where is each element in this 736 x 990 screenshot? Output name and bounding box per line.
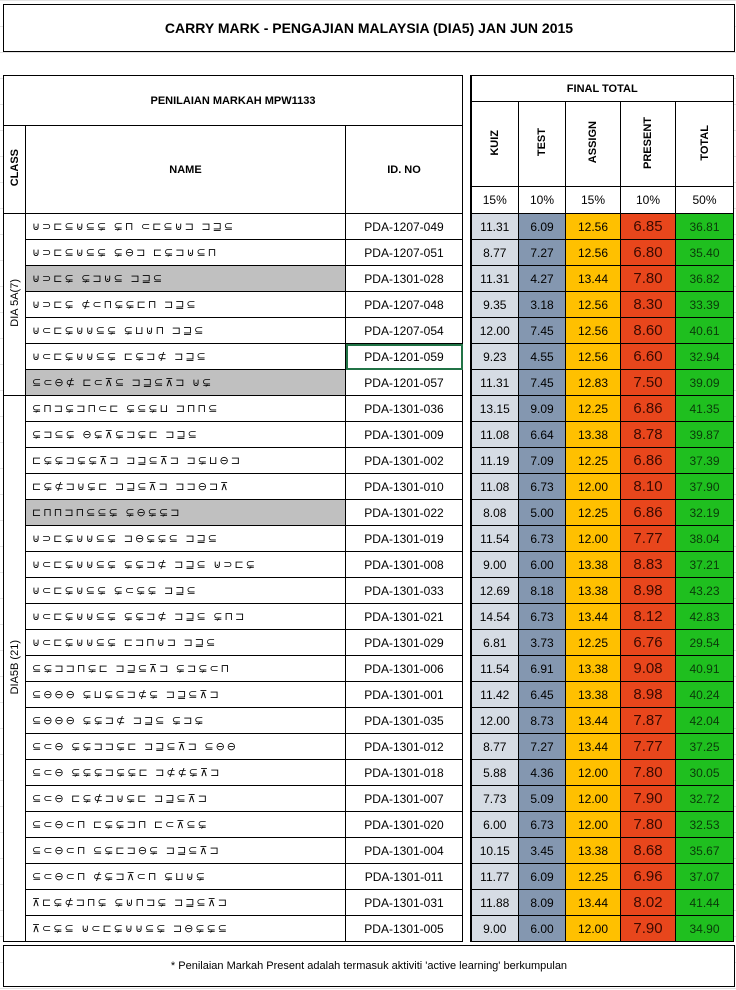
spacer-cell — [463, 890, 471, 916]
test-cell[interactable]: 6.09 — [519, 864, 566, 890]
assign-cell[interactable]: 12.56 — [566, 344, 621, 370]
kuiz-cell[interactable]: 11.08 — [471, 474, 519, 500]
table-row — [4, 292, 734, 318]
name-cell[interactable]: ⊍⊂⊏⊊⊍⊍⊆⊊ ⊏⊊⊐⊄ ⊐⊒⊆ — [26, 344, 346, 370]
final-total-header: FINAL TOTAL — [471, 76, 734, 102]
table-row — [4, 708, 734, 734]
name-cell[interactable]: ⊆⊂⊖ ⊏⊊⊄⊐⊍⊊⊏ ⊐⊒⊆⊼⊐ — [26, 786, 346, 812]
total-cell[interactable]: 32.53 — [676, 812, 734, 838]
test-cell[interactable]: 6.73 — [519, 526, 566, 552]
spacer-cell — [463, 682, 471, 708]
table-row — [4, 760, 734, 786]
present-cell[interactable]: 6.96 — [621, 864, 676, 890]
table-row — [4, 474, 734, 500]
total-cell[interactable]: 37.90 — [676, 474, 734, 500]
spacer-cell — [463, 786, 471, 812]
table-row — [4, 838, 734, 864]
kuiz-header — [471, 102, 519, 187]
test-cell[interactable]: 6.73 — [519, 604, 566, 630]
test-cell[interactable]: 7.09 — [519, 448, 566, 474]
table-row — [4, 344, 734, 370]
kuiz-weight: 15% — [471, 187, 519, 214]
present-cell[interactable]: 6.85 — [621, 214, 676, 240]
present-cell[interactable]: 8.30 — [621, 292, 676, 318]
assign-cell[interactable]: 13.44 — [566, 266, 621, 292]
kuiz-cell[interactable]: 11.31 — [471, 214, 519, 240]
id-cell[interactable]: PDA-1301-036 — [346, 396, 463, 422]
name-cell[interactable]: ⊍⊂⊏⊊⊍⊍⊆⊊ ⊊⊊⊐⊄ ⊐⊒⊆ ⊍⊃⊏⊊ — [26, 552, 346, 578]
total-cell[interactable]: 40.61 — [676, 318, 734, 344]
total-cell[interactable]: 29.54 — [676, 630, 734, 656]
present-cell[interactable]: 8.78 — [621, 422, 676, 448]
assign-label: ASSIGN — [587, 121, 599, 164]
assign-cell[interactable]: 12.00 — [566, 812, 621, 838]
id-cell[interactable]: PDA-1301-022 — [346, 500, 463, 526]
assessment-header: PENILAIAN MARKAH MPW1133 — [4, 76, 463, 126]
name-cell[interactable]: ⊼⊏⊊⊄⊐⊓⊊ ⊊⊍⊓⊐⊊ ⊐⊒⊆⊼⊐ — [26, 890, 346, 916]
spacer-cell — [463, 656, 471, 682]
assign-cell[interactable]: 12.56 — [566, 240, 621, 266]
assign-cell[interactable]: 13.44 — [566, 734, 621, 760]
test-cell[interactable]: 6.73 — [519, 812, 566, 838]
table-row — [4, 786, 734, 812]
id-cell[interactable]: PDA-1301-012 — [346, 734, 463, 760]
table-row — [4, 396, 734, 422]
table-row — [4, 890, 734, 916]
class-header — [4, 126, 26, 214]
total-cell[interactable]: 34.90 — [676, 916, 734, 942]
assign-cell[interactable]: 13.44 — [566, 604, 621, 630]
kuiz-cell[interactable]: 11.31 — [471, 370, 519, 396]
table-row — [4, 604, 734, 630]
spacer-cell — [463, 500, 471, 526]
name-cell[interactable]: ⊆⊂⊖⊂⊓ ⊄⊊⊐⊼⊂⊓ ⊊⊔⊍⊊ — [26, 864, 346, 890]
test-cell[interactable]: 7.45 — [519, 370, 566, 396]
assign-cell[interactable]: 12.00 — [566, 786, 621, 812]
total-cell[interactable]: 43.23 — [676, 578, 734, 604]
present-cell[interactable]: 7.80 — [621, 266, 676, 292]
spacer-cell — [463, 396, 471, 422]
name-cell[interactable]: ⊆⊖⊖⊖ ⊊⊔⊊⊆⊐⊄⊊ ⊐⊒⊆⊼⊐ — [26, 682, 346, 708]
id-header: ID. NO — [346, 126, 463, 214]
table-row — [4, 656, 734, 682]
assign-cell[interactable]: 12.25 — [566, 864, 621, 890]
total-cell[interactable]: 41.35 — [676, 396, 734, 422]
table-row — [4, 240, 734, 266]
assign-cell[interactable]: 12.56 — [566, 318, 621, 344]
spacer-cell — [463, 422, 471, 448]
name-cell[interactable]: ⊍⊂⊏⊊⊍⊆⊊ ⊊⊂⊊⊊ ⊐⊒⊆ — [26, 578, 346, 604]
assign-cell[interactable]: 12.56 — [566, 292, 621, 318]
total-cell[interactable]: 30.05 — [676, 760, 734, 786]
kuiz-cell[interactable]: 9.00 — [471, 916, 519, 942]
total-cell[interactable]: 35.40 — [676, 240, 734, 266]
id-cell[interactable]: PDA-1201-059 — [346, 344, 463, 370]
kuiz-cell[interactable]: 11.31 — [471, 266, 519, 292]
id-cell[interactable]: PDA-1301-006 — [346, 656, 463, 682]
id-cell[interactable]: PDA-1301-008 — [346, 552, 463, 578]
test-cell[interactable]: 6.00 — [519, 916, 566, 942]
present-cell[interactable]: 7.90 — [621, 916, 676, 942]
total-weight: 50% — [676, 187, 734, 214]
name-cell[interactable]: ⊼⊂⊊⊆ ⊍⊂⊏⊊⊍⊍⊆⊊ ⊐⊖⊊⊊⊆ — [26, 916, 346, 942]
kuiz-cell[interactable]: 12.00 — [471, 708, 519, 734]
name-cell[interactable]: ⊆⊂⊖⊂⊓ ⊆⊊⊏⊐⊖⊊ ⊐⊒⊆⊼⊐ — [26, 838, 346, 864]
spacer-cell — [463, 292, 471, 318]
test-cell[interactable]: 5.00 — [519, 500, 566, 526]
spacer-cell — [463, 240, 471, 266]
table-row — [4, 682, 734, 708]
assign-cell[interactable]: 12.25 — [566, 396, 621, 422]
total-cell[interactable]: 40.91 — [676, 656, 734, 682]
kuiz-cell[interactable]: 6.81 — [471, 630, 519, 656]
class-group-cell[interactable] — [4, 214, 26, 396]
present-cell[interactable]: 7.77 — [621, 526, 676, 552]
name-cell[interactable]: ⊏⊊⊄⊐⊍⊊⊏ ⊐⊒⊆⊼⊐ ⊐⊐⊖⊐⊼ — [26, 474, 346, 500]
assign-cell[interactable]: 13.38 — [566, 656, 621, 682]
present-cell[interactable]: 6.86 — [621, 448, 676, 474]
kuiz-cell[interactable]: 8.77 — [471, 734, 519, 760]
table-row — [4, 214, 734, 240]
assign-cell[interactable]: 13.38 — [566, 552, 621, 578]
table-row — [4, 916, 734, 942]
class-label: CLASS — [8, 149, 21, 187]
spacer-cell — [463, 318, 471, 344]
total-cell[interactable]: 38.04 — [676, 526, 734, 552]
assign-cell[interactable]: 13.38 — [566, 578, 621, 604]
kuiz-cell[interactable]: 11.08 — [471, 422, 519, 448]
test-cell[interactable]: 8.73 — [519, 708, 566, 734]
assign-cell[interactable]: 12.25 — [566, 448, 621, 474]
kuiz-cell[interactable]: 7.73 — [471, 786, 519, 812]
assign-cell[interactable]: 13.38 — [566, 838, 621, 864]
id-cell[interactable]: PDA-1301-021 — [346, 604, 463, 630]
id-cell[interactable]: PDA-1207-054 — [346, 318, 463, 344]
total-cell[interactable]: 32.94 — [676, 344, 734, 370]
name-header: NAME — [26, 126, 346, 214]
table-row — [4, 578, 734, 604]
name-cell[interactable]: ⊆⊂⊖ ⊊⊊⊊⊐⊊⊊⊏ ⊐⊄⊄⊊⊼⊐ — [26, 760, 346, 786]
id-cell[interactable]: PDA-1301-020 — [346, 812, 463, 838]
test-cell[interactable]: 7.45 — [519, 318, 566, 344]
present-cell[interactable]: 6.86 — [621, 396, 676, 422]
spacer-cell — [463, 916, 471, 942]
table-row — [4, 812, 734, 838]
spacer-cell — [463, 344, 471, 370]
total-cell[interactable]: 42.83 — [676, 604, 734, 630]
test-cell[interactable]: 6.91 — [519, 656, 566, 682]
carry-mark-table — [3, 75, 734, 942]
table-row — [4, 500, 734, 526]
assign-cell[interactable]: 12.00 — [566, 760, 621, 786]
assign-header — [566, 102, 621, 187]
test-cell[interactable]: 6.73 — [519, 474, 566, 500]
spacer-cell — [463, 604, 471, 630]
test-cell[interactable]: 6.00 — [519, 552, 566, 578]
spacer-cell — [463, 760, 471, 786]
spacer-cell — [463, 708, 471, 734]
kuiz-cell[interactable]: 11.42 — [471, 682, 519, 708]
id-cell[interactable]: PDA-1301-011 — [346, 864, 463, 890]
test-cell[interactable]: 4.27 — [519, 266, 566, 292]
name-cell[interactable]: ⊆⊊⊐⊐⊓⊊⊏ ⊐⊒⊆⊼⊐ ⊊⊐⊊⊂⊓ — [26, 656, 346, 682]
spacer-cell — [463, 552, 471, 578]
total-cell[interactable]: 33.39 — [676, 292, 734, 318]
present-cell[interactable]: 7.80 — [621, 812, 676, 838]
spacer-cell — [463, 370, 471, 396]
spacer-cell — [463, 838, 471, 864]
kuiz-cell[interactable]: 11.77 — [471, 864, 519, 890]
total-cell[interactable]: 32.72 — [676, 786, 734, 812]
table-row — [4, 864, 734, 890]
assign-cell[interactable]: 12.00 — [566, 474, 621, 500]
present-header — [621, 102, 676, 187]
assign-cell[interactable]: 12.25 — [566, 500, 621, 526]
spacer-cell — [463, 812, 471, 838]
id-cell[interactable]: PDA-1207-048 — [346, 292, 463, 318]
name-cell[interactable]: ⊍⊂⊏⊊⊍⊍⊆⊊ ⊊⊊⊐⊄ ⊐⊒⊆ ⊊⊓⊐ — [26, 604, 346, 630]
total-cell[interactable]: 39.09 — [676, 370, 734, 396]
name-cell[interactable]: ⊆⊂⊖⊄ ⊏⊂⊼⊆ ⊐⊒⊆⊼⊐ ⊍⊊ — [26, 370, 346, 396]
name-cell[interactable]: ⊍⊂⊏⊊⊍⊍⊆⊊ ⊏⊐⊓⊍⊐ ⊐⊒⊆ — [26, 630, 346, 656]
kuiz-label: KUIZ — [488, 129, 501, 156]
assign-cell[interactable]: 13.44 — [566, 890, 621, 916]
present-cell[interactable]: 6.80 — [621, 240, 676, 266]
spacer-cell — [463, 630, 471, 656]
spacer-cell — [463, 448, 471, 474]
total-cell[interactable]: 32.19 — [676, 500, 734, 526]
id-cell[interactable]: PDA-1301-010 — [346, 474, 463, 500]
present-cell[interactable]: 8.83 — [621, 552, 676, 578]
present-cell[interactable]: 8.68 — [621, 838, 676, 864]
assign-cell[interactable]: 13.44 — [566, 708, 621, 734]
id-cell[interactable]: PDA-1301-028 — [346, 266, 463, 292]
kuiz-cell[interactable]: 12.00 — [471, 318, 519, 344]
table-row — [4, 526, 734, 552]
id-cell[interactable]: PDA-1301-035 — [346, 708, 463, 734]
assign-cell[interactable]: 12.56 — [566, 214, 621, 240]
present-cell[interactable]: 9.08 — [621, 656, 676, 682]
id-cell[interactable]: PDA-1301-005 — [346, 916, 463, 942]
total-cell[interactable]: 37.25 — [676, 734, 734, 760]
name-cell[interactable]: ⊆⊖⊖⊖ ⊊⊊⊐⊄ ⊐⊒⊆ ⊊⊐⊊ — [26, 708, 346, 734]
spacer-cell — [463, 474, 471, 500]
present-cell[interactable]: 7.87 — [621, 708, 676, 734]
table-row — [4, 448, 734, 474]
id-cell[interactable]: PDA-1301-004 — [346, 838, 463, 864]
spacer-cell — [463, 266, 471, 292]
test-cell[interactable]: 4.55 — [519, 344, 566, 370]
name-cell[interactable]: ⊍⊃⊏⊊⊍⊍⊆⊊ ⊐⊖⊊⊊⊆ ⊐⊒⊆ — [26, 526, 346, 552]
present-cell[interactable]: 7.90 — [621, 786, 676, 812]
test-cell[interactable]: 5.09 — [519, 786, 566, 812]
id-cell[interactable]: PDA-1301-019 — [346, 526, 463, 552]
present-cell[interactable]: 6.76 — [621, 630, 676, 656]
test-cell[interactable]: 6.09 — [519, 214, 566, 240]
class-group-cell[interactable] — [4, 396, 26, 942]
total-header — [676, 102, 734, 187]
test-cell[interactable]: 3.18 — [519, 292, 566, 318]
sheet-title[interactable]: CARRY MARK - PENGAJIAN MALAYSIA (DIA5) JAN JUN 2015 — [3, 4, 735, 52]
total-cell[interactable]: 37.39 — [676, 448, 734, 474]
name-cell[interactable]: ⊆⊂⊖⊂⊓ ⊏⊊⊊⊐⊓ ⊏⊂⊼⊆⊊ — [26, 812, 346, 838]
id-cell[interactable]: PDA-1301-029 — [346, 630, 463, 656]
spacer-cell — [463, 864, 471, 890]
present-cell[interactable]: 6.86 — [621, 500, 676, 526]
kuiz-cell[interactable]: 14.54 — [471, 604, 519, 630]
total-cell[interactable]: 35.67 — [676, 838, 734, 864]
present-label: PRESENT — [642, 116, 654, 169]
id-cell[interactable]: PDA-1301-018 — [346, 760, 463, 786]
test-cell[interactable]: 9.09 — [519, 396, 566, 422]
kuiz-cell[interactable]: 8.08 — [471, 500, 519, 526]
name-cell[interactable]: ⊏⊊⊊⊐⊊⊊⊼⊐ ⊐⊒⊆⊼⊐ ⊐⊊⊔⊖⊐ — [26, 448, 346, 474]
assign-cell[interactable]: 12.83 — [566, 370, 621, 396]
footnote: * Penilaian Markah Present adalah termasuk aktiviti 'active learning' berkumpulan — [3, 945, 735, 987]
kuiz-cell[interactable]: 5.88 — [471, 760, 519, 786]
assign-cell[interactable]: 12.00 — [566, 916, 621, 942]
assign-weight: 15% — [566, 187, 621, 214]
spacer-cell — [463, 526, 471, 552]
test-cell[interactable]: 3.73 — [519, 630, 566, 656]
total-cell[interactable]: 37.21 — [676, 552, 734, 578]
id-cell[interactable]: PDA-1207-049 — [346, 214, 463, 240]
table-row — [4, 630, 734, 656]
name-cell[interactable]: ⊏⊓⊓⊐⊓⊆⊆⊊ ⊊⊖⊊⊊⊐ — [26, 500, 346, 526]
assign-cell[interactable]: 12.25 — [566, 630, 621, 656]
kuiz-cell[interactable]: 6.00 — [471, 812, 519, 838]
spacer-cell — [463, 734, 471, 760]
present-cell[interactable]: 7.80 — [621, 760, 676, 786]
kuiz-cell[interactable]: 12.69 — [471, 578, 519, 604]
table-row — [4, 552, 734, 578]
test-weight: 10% — [519, 187, 566, 214]
total-cell[interactable]: 41.44 — [676, 890, 734, 916]
table-row — [4, 422, 734, 448]
name-cell[interactable]: ⊍⊂⊏⊊⊍⊍⊆⊊ ⊊⊔⊍⊓ ⊐⊒⊆ — [26, 318, 346, 344]
test-cell[interactable]: 4.36 — [519, 760, 566, 786]
total-cell[interactable]: 36.82 — [676, 266, 734, 292]
id-cell[interactable]: PDA-1207-051 — [346, 240, 463, 266]
test-cell[interactable]: 3.45 — [519, 838, 566, 864]
kuiz-cell[interactable]: 13.15 — [471, 396, 519, 422]
name-cell[interactable]: ⊊⊐⊆⊊ ⊖⊊⊼⊊⊐⊊⊏ ⊐⊒⊆ — [26, 422, 346, 448]
total-cell[interactable]: 36.81 — [676, 214, 734, 240]
id-cell[interactable]: PDA-1301-033 — [346, 578, 463, 604]
assign-cell[interactable]: 12.00 — [566, 526, 621, 552]
test-header — [519, 102, 566, 187]
id-cell[interactable]: PDA-1301-031 — [346, 890, 463, 916]
id-cell[interactable]: PDA-1301-009 — [346, 422, 463, 448]
spacer-cell — [463, 214, 471, 240]
name-cell[interactable]: ⊍⊃⊏⊊ ⊊⊐⊍⊆ ⊐⊒⊆ — [26, 266, 346, 292]
spacer-column — [463, 76, 471, 214]
present-cell[interactable]: 6.60 — [621, 344, 676, 370]
test-cell[interactable]: 6.45 — [519, 682, 566, 708]
total-label: TOTAL — [698, 124, 711, 161]
class-group-label: DIA 5A(7) — [8, 279, 21, 327]
id-cell[interactable]: PDA-1301-001 — [346, 682, 463, 708]
table-row — [4, 370, 734, 396]
total-cell[interactable]: 37.07 — [676, 864, 734, 890]
spacer-cell — [463, 578, 471, 604]
present-cell[interactable]: 7.77 — [621, 734, 676, 760]
name-cell[interactable]: ⊍⊃⊏⊊ ⊄⊂⊓⊊⊊⊏⊓ ⊐⊒⊆ — [26, 292, 346, 318]
name-cell[interactable]: ⊍⊃⊏⊆⊍⊆⊊ ⊊⊖⊐ ⊏⊊⊐⊍⊆⊓ — [26, 240, 346, 266]
assign-cell[interactable]: 13.38 — [566, 422, 621, 448]
kuiz-cell[interactable]: 11.54 — [471, 526, 519, 552]
kuiz-cell[interactable]: 11.54 — [471, 656, 519, 682]
kuiz-cell[interactable]: 9.23 — [471, 344, 519, 370]
id-cell[interactable]: PDA-1301-002 — [346, 448, 463, 474]
kuiz-cell[interactable]: 10.15 — [471, 838, 519, 864]
present-cell[interactable]: 8.10 — [621, 474, 676, 500]
test-cell[interactable]: 8.18 — [519, 578, 566, 604]
present-cell[interactable]: 8.12 — [621, 604, 676, 630]
kuiz-cell[interactable]: 11.88 — [471, 890, 519, 916]
assign-cell[interactable]: 13.38 — [566, 682, 621, 708]
kuiz-cell[interactable]: 9.00 — [471, 552, 519, 578]
id-cell[interactable]: PDA-1301-007 — [346, 786, 463, 812]
name-cell[interactable]: ⊆⊂⊖ ⊊⊊⊐⊐⊊⊏ ⊐⊒⊆⊼⊐ ⊆⊖⊖ — [26, 734, 346, 760]
name-cell[interactable]: ⊍⊃⊏⊆⊍⊆⊊ ⊊⊓ ⊂⊏⊆⊍⊐ ⊐⊒⊆ — [26, 214, 346, 240]
total-cell[interactable]: 40.24 — [676, 682, 734, 708]
test-cell[interactable]: 7.27 — [519, 240, 566, 266]
present-cell[interactable]: 8.98 — [621, 682, 676, 708]
present-cell[interactable]: 8.98 — [621, 578, 676, 604]
present-weight: 10% — [621, 187, 676, 214]
table-row — [4, 734, 734, 760]
class-group-label: DIA5B (21) — [8, 639, 21, 695]
table-row — [4, 318, 734, 344]
kuiz-cell[interactable]: 8.77 — [471, 240, 519, 266]
id-cell[interactable]: PDA-1201-057 — [346, 370, 463, 396]
present-cell[interactable]: 7.50 — [621, 370, 676, 396]
kuiz-cell[interactable]: 11.19 — [471, 448, 519, 474]
table-row — [4, 266, 734, 292]
total-cell[interactable]: 39.87 — [676, 422, 734, 448]
test-label: TEST — [536, 128, 548, 157]
test-cell[interactable]: 7.27 — [519, 734, 566, 760]
test-cell[interactable]: 8.09 — [519, 890, 566, 916]
test-cell[interactable]: 6.64 — [519, 422, 566, 448]
total-cell[interactable]: 42.04 — [676, 708, 734, 734]
present-cell[interactable]: 8.02 — [621, 890, 676, 916]
name-cell[interactable]: ⊊⊓⊐⊊⊐⊓⊂⊏ ⊊⊆⊊⊔ ⊐⊓⊓⊆ — [26, 396, 346, 422]
present-cell[interactable]: 8.60 — [621, 318, 676, 344]
kuiz-cell[interactable]: 9.35 — [471, 292, 519, 318]
